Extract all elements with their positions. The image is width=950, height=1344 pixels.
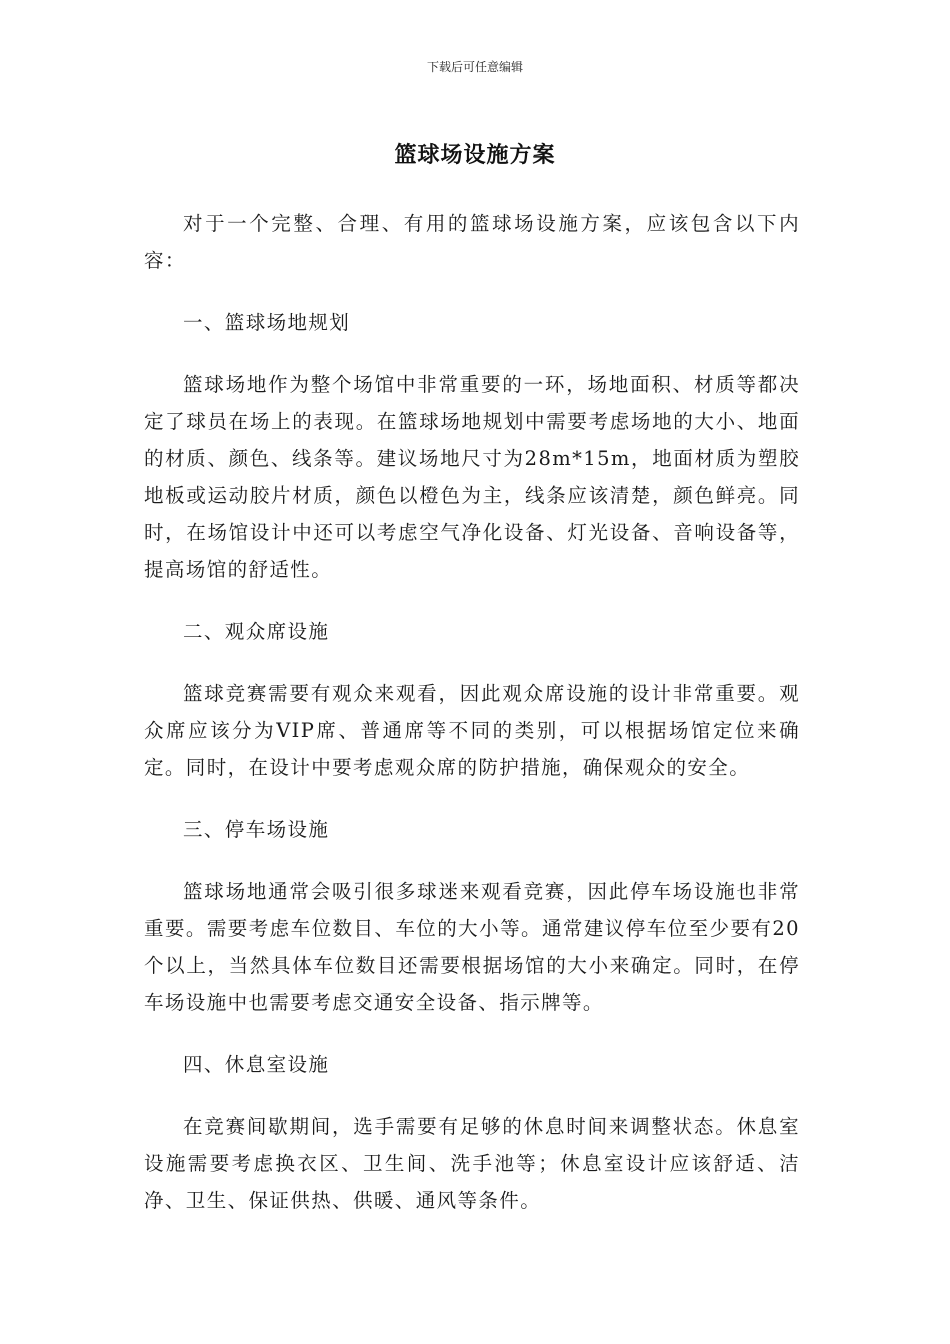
- spectator-seating-paragraph: 篮球竞赛需要有观众来观看，因此观众席设施的设计非常重要。观众席应该分为VIP席、普通席等不同的类别，可以根据场馆定位来确定。同时，在设计中要考虑观众席的防护措施，确保观众的安全。: [144, 682, 800, 779]
- header-note: 下载后可任意编辑: [426, 60, 523, 74]
- court-planning-paragraph: 篮球场地作为整个场馆中非常重要的一环，场地面积、材质等都决定了球员在场上的表现。在篮球场地规划中需要考虑场地的大小、地面的材质、颜色、线条等。建议场地尺寸为28m*15m，地面材质为塑胶地板或运动胶片材质，颜色以橙色为主，线条应该清楚，颜色鲜亮。同时，在场馆设计中还可以考虑空气净化设备、灯光设备、音响设备等，提高场馆的舒适性。: [144, 373, 800, 581]
- intro-paragraph: 对于一个完整、合理、有用的篮球场设施方案，应该包含以下内容：: [144, 212, 800, 272]
- document-body: [144, 205, 800, 1244]
- section-heading-parking: 三、停车场设施: [183, 818, 330, 841]
- section-heading-spectator-seating: 二、观众席设施: [183, 620, 330, 643]
- rest-room-paragraph: 在竞赛间歇期间，选手需要有足够的休息时间来调整状态。休息室设施需要考虑换衣区、卫生间、洗手池等；休息室设计应该舒适、洁净、卫生、保证供热、供暖、通风等条件。: [144, 1115, 800, 1212]
- document-title: 篮球场设施方案: [394, 143, 556, 168]
- parking-paragraph: 篮球场地通常会吸引很多球迷来观看竞赛，因此停车场设施也非常重要。需要考虑车位数目、车位的大小等。通常建议停车位至少要有20个以上，当然具体车位数目还需要根据场馆的大小来确定。同时，在停车场设施中也需要考虑交通安全设备、指示牌等。: [144, 880, 800, 1014]
- section-heading-rest-room: 四、休息室设施: [183, 1053, 330, 1076]
- section-heading-court-planning: 一、篮球场地规划: [183, 311, 351, 334]
